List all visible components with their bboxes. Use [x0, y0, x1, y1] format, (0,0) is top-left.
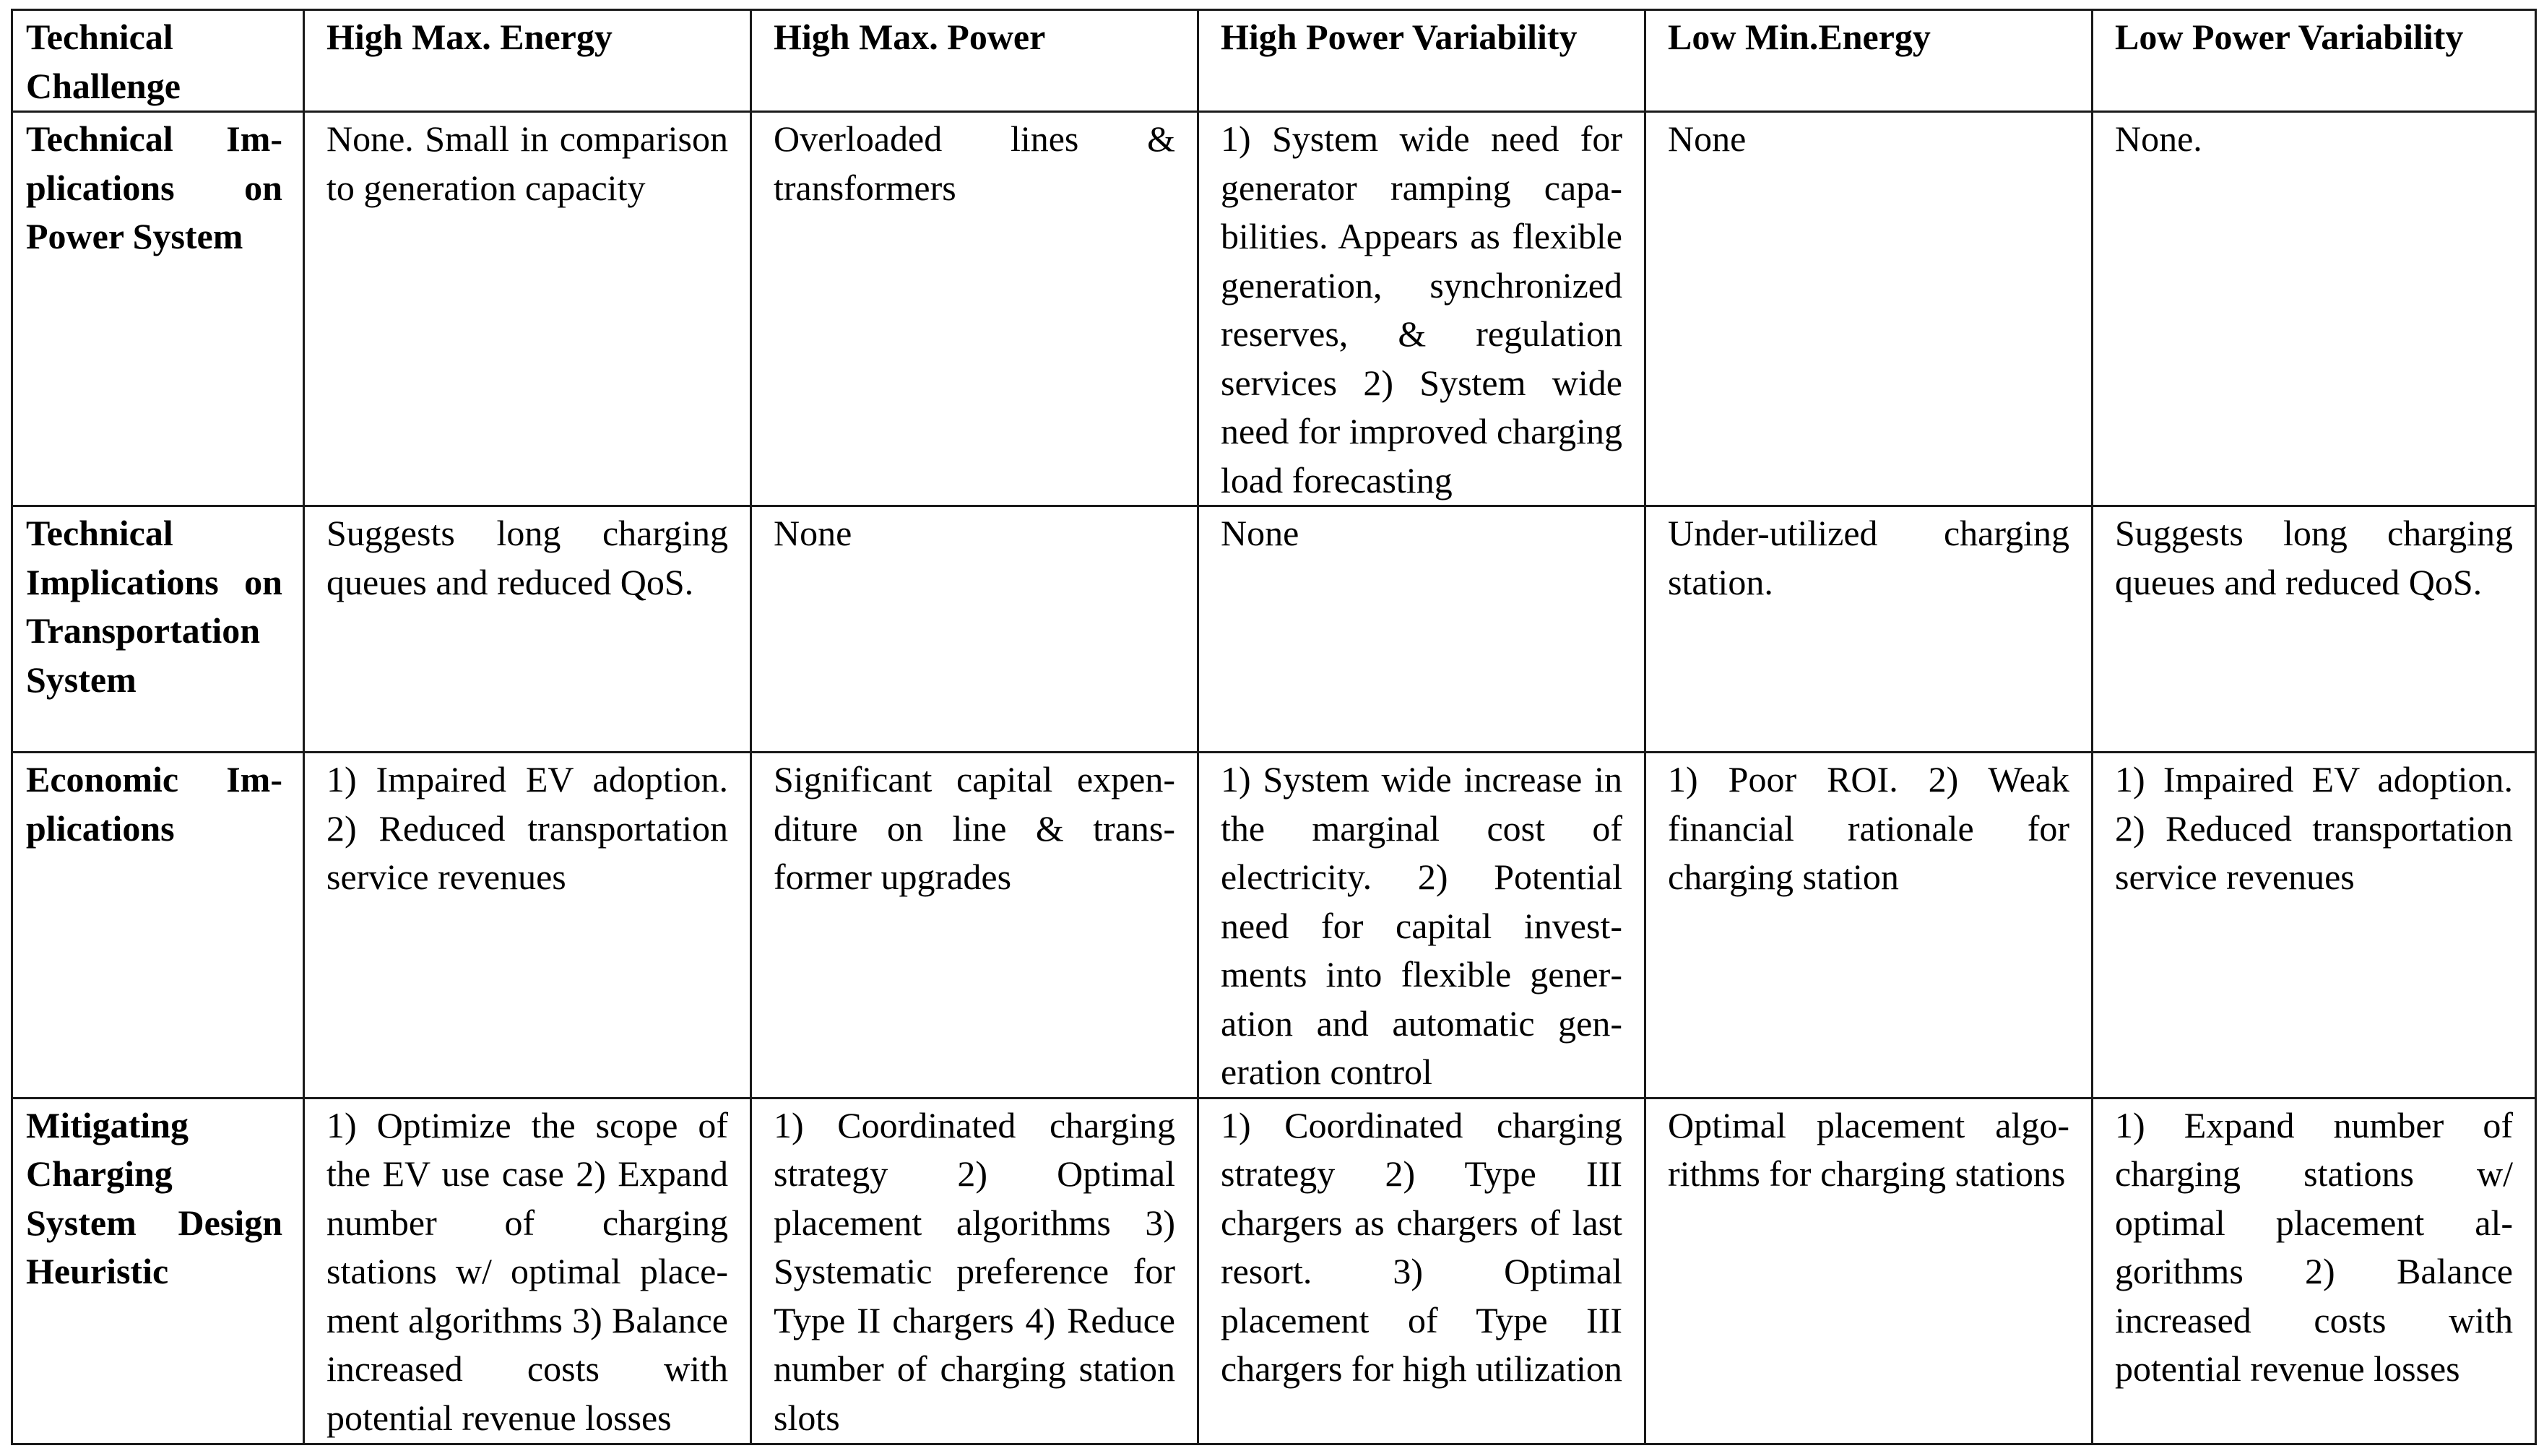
- table-cell: 1) Coordinated charging strategy 2) Optimal placement algorithms 3) Systematic preference for Type II chargers 4) Reduce number of charging station slots: [751, 1098, 1198, 1444]
- column-header-high-power-variability: High Power Variability: [1198, 10, 1645, 112]
- table-cell: 1) Impaired EV adoption. 2) Reduced transportation service revenues: [304, 753, 751, 1098]
- table-cell: None: [1198, 506, 1645, 753]
- table-cell: 1) System wide increase in the marginal cost of electricity. 2) Potential need for capital investments into flexible generation and automatic generation control: [1198, 753, 1645, 1098]
- challenges-table: [11, 9, 2537, 1445]
- row-header: Technical Implications on Power System: [12, 112, 304, 506]
- table-row: [12, 506, 2536, 753]
- table-cell: None: [751, 506, 1198, 753]
- table-row: [12, 1098, 2536, 1444]
- row-header: Mitigating Charging System Design Heuristic: [12, 1098, 304, 1444]
- row-header: Economic Implications: [12, 753, 304, 1098]
- table-row: [12, 112, 2536, 506]
- table-cell: 1) System wide need for generator ramping capabilities. Appears as flexible generation, synchronized reserves, & regulation services 2) System wide need for improved charging load forecasting: [1198, 112, 1645, 506]
- header-row: [12, 10, 2536, 112]
- table-cell: Suggests long charging queues and reduced QoS.: [304, 506, 751, 753]
- table-cell: 1) Expand number of charging stations w/ optimal placement algorithms 2) Balance increased costs with potential revenue losses: [2093, 1098, 2536, 1444]
- table-cell: Optimal placement algorithms for charging stations: [1645, 1098, 2093, 1444]
- table-cell: None.: [2093, 112, 2536, 506]
- table-cell: 1) Poor ROI. 2) Weak financial rationale for charging station: [1645, 753, 2093, 1098]
- row-header: Technical Implications on Transportation System: [12, 506, 304, 753]
- table-cell: 1) Coordinated charging strategy 2) Type III chargers as chargers of last resort. 3) Optimal placement of Type III chargers for high utilization: [1198, 1098, 1645, 1444]
- column-header-technical-challenge: Technical Challenge: [12, 10, 304, 112]
- table-cell: Under-utilized charging station.: [1645, 506, 2093, 753]
- column-header-low-power-variability: Low Power Variability: [2093, 10, 2536, 112]
- table-cell: Suggests long charging queues and reduced QoS.: [2093, 506, 2536, 753]
- column-header-high-max-energy: High Max. Energy: [304, 10, 751, 112]
- table-cell: 1) Optimize the scope of the EV use case 2) Expand number of charging stations w/ optimal placement algorithms 3) Balance increased costs with potential revenue losses: [304, 1098, 751, 1444]
- table-cell: 1) Impaired EV adoption. 2) Reduced transportation service revenues: [2093, 753, 2536, 1098]
- table-cell: Overloaded lines & transformers: [751, 112, 1198, 506]
- table-cell: None. Small in comparison to generation capacity: [304, 112, 751, 506]
- table-cell: Significant capital expenditure on line & transformer upgrades: [751, 753, 1198, 1098]
- table-row: [12, 753, 2536, 1098]
- column-header-low-min-energy: Low Min.Energy: [1645, 10, 2093, 112]
- column-header-high-max-power: High Max. Power: [751, 10, 1198, 112]
- table-cell: None: [1645, 112, 2093, 506]
